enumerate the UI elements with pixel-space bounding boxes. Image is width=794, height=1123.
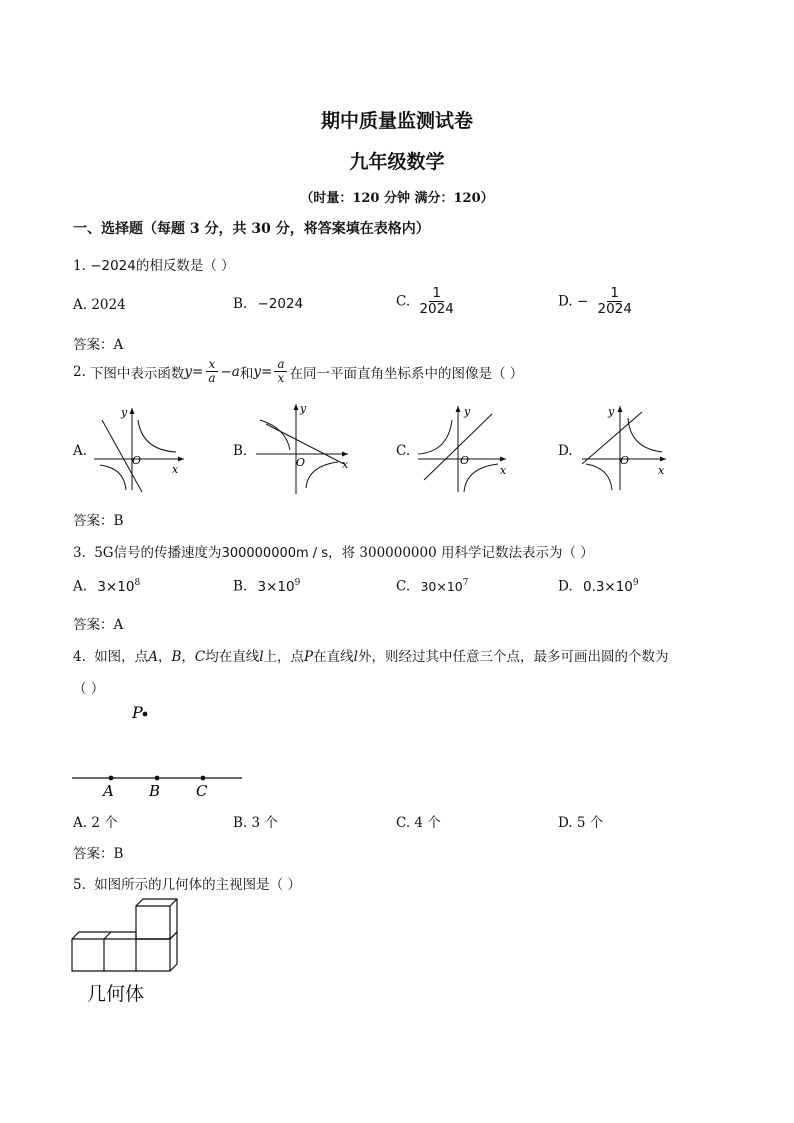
q2-option-d-label: D. bbox=[558, 443, 573, 459]
figure-caption: 几何体 bbox=[87, 983, 145, 1005]
y-axis-label: y bbox=[121, 406, 128, 419]
hyperbola-branch-2 bbox=[464, 464, 498, 492]
q2-graph-a bbox=[92, 402, 192, 494]
option-label: B. bbox=[233, 296, 248, 312]
question-text: 在直线 bbox=[313, 649, 354, 665]
option-label: B. bbox=[233, 578, 248, 595]
fraction-numerator: a bbox=[274, 358, 287, 372]
page-subtitle: 九年级数学 bbox=[349, 151, 445, 173]
q2-option-b-label: B. bbox=[233, 443, 248, 459]
hyperbola-branch-1 bbox=[628, 418, 662, 452]
fraction-denominator: x bbox=[277, 371, 285, 386]
point-b-dot bbox=[155, 776, 160, 781]
speed-value: 300000000m / s bbox=[221, 546, 329, 561]
option-value: −2024 bbox=[257, 296, 304, 312]
question-number: 3. bbox=[73, 545, 86, 561]
question-text: 5G信号的传播速度为 bbox=[94, 545, 222, 561]
question-number: 4. bbox=[73, 649, 86, 665]
fraction-numerator: x bbox=[206, 358, 219, 372]
question-number: 2. bbox=[73, 363, 86, 380]
origin-label: O bbox=[620, 454, 630, 467]
x-axis-label: x bbox=[172, 463, 179, 476]
y-axis-label: y bbox=[300, 402, 307, 415]
option-label: D. bbox=[558, 578, 573, 595]
q2-graph-d bbox=[578, 402, 672, 494]
question-text-continued: ，将 300000000 用科学记数法表示为（ ） bbox=[328, 545, 594, 561]
question-5 bbox=[73, 873, 301, 893]
option-value: 0.3×10 bbox=[582, 578, 633, 595]
option-value: 30×10 bbox=[420, 578, 463, 594]
point-a: A bbox=[148, 649, 158, 665]
q4-answer-paren: （ ） bbox=[73, 681, 105, 697]
point-p-dot bbox=[143, 712, 148, 717]
question-text: 上，点 bbox=[263, 649, 305, 665]
q1-option-b bbox=[233, 296, 303, 312]
hyperbola-branch-2 bbox=[586, 464, 612, 490]
point-p-label: P bbox=[132, 703, 143, 722]
q1-option-a: A. 2024 bbox=[73, 297, 126, 313]
x-axis-label: x bbox=[658, 464, 665, 477]
y-axis-arrow bbox=[294, 404, 299, 410]
cube-blocks bbox=[72, 899, 177, 971]
hyperbola-branch-2 bbox=[306, 462, 338, 488]
point-b-label: B bbox=[149, 782, 161, 800]
line-l: l bbox=[353, 649, 358, 665]
bottom-row bbox=[72, 932, 177, 971]
fraction-numerator: 1 bbox=[429, 286, 444, 302]
question-text: 外，则经过其中任意三个点，最多可画出圆的个数为 bbox=[357, 649, 669, 665]
q4-option-c: C. 4 个 bbox=[396, 815, 441, 831]
and-text: 和 bbox=[239, 365, 254, 382]
q4-option-b: B. 3 个 bbox=[233, 815, 278, 831]
option-label: D. bbox=[558, 293, 573, 310]
x-axis-arrow bbox=[342, 452, 348, 457]
fraction bbox=[595, 286, 635, 317]
x-axis-arrow bbox=[660, 457, 666, 462]
answer-4: 答案：B bbox=[73, 846, 124, 862]
origin-label: O bbox=[460, 454, 470, 467]
question-text: 如图所示的几何体的主视图是（ ） bbox=[94, 877, 301, 893]
hyperbola-branch-2 bbox=[100, 465, 126, 490]
fraction bbox=[416, 286, 456, 317]
page-title: 期中质量监测试卷 bbox=[320, 110, 473, 132]
point-c: C bbox=[194, 649, 206, 665]
line-l: l bbox=[259, 649, 264, 665]
x-axis-arrow bbox=[500, 457, 506, 462]
straight-line bbox=[582, 412, 642, 464]
question-text: 的相反数是（ ） bbox=[135, 258, 235, 274]
q3-option-c bbox=[396, 578, 468, 595]
y-axis-label: y bbox=[464, 405, 471, 418]
q4-option-d: D. 5 个 bbox=[558, 815, 604, 831]
y-axis-label: y bbox=[608, 405, 615, 418]
fraction-denominator: a bbox=[208, 371, 216, 386]
exam-info: （时量：120 分钟 满分：120） bbox=[300, 191, 494, 206]
question-text: 均在直线 bbox=[205, 649, 260, 665]
math-expression: −2024 bbox=[90, 258, 136, 274]
hyperbola-branch-1 bbox=[260, 420, 290, 450]
var-y: y bbox=[184, 363, 193, 380]
edge bbox=[104, 932, 111, 939]
point-c-dot bbox=[201, 776, 206, 781]
x-axis-label: x bbox=[500, 464, 507, 477]
point-b: B bbox=[171, 649, 182, 665]
option-value: 3×10 bbox=[97, 578, 135, 595]
q3-option-b bbox=[233, 578, 300, 595]
x-axis-label: x bbox=[342, 458, 349, 471]
answer-2: 答案：B bbox=[73, 513, 124, 529]
q2-option-a-label: A. bbox=[73, 443, 88, 459]
x-axis-arrow bbox=[178, 457, 184, 462]
section-heading: 一、选择题（每题 3 分，共 30 分，将答案填在表格内） bbox=[73, 221, 430, 237]
q4-option-a: A. 2 个 bbox=[73, 815, 118, 831]
answer-3: 答案：A bbox=[73, 617, 124, 633]
answer-1: 答案：A bbox=[73, 337, 124, 353]
origin-label: O bbox=[132, 454, 142, 467]
point-a-label: A bbox=[103, 782, 114, 800]
y-axis-arrow bbox=[618, 406, 623, 412]
minus-a: −a bbox=[220, 363, 240, 380]
fraction-denominator: 2024 bbox=[419, 300, 454, 317]
question-number: 5. bbox=[73, 877, 86, 893]
edge bbox=[170, 899, 177, 906]
equals: = bbox=[192, 363, 204, 380]
point-c-label: C bbox=[196, 782, 208, 800]
q2-graph-b bbox=[252, 398, 356, 498]
var-y: y bbox=[253, 363, 262, 380]
exponent: 9 bbox=[632, 578, 639, 588]
equals: = bbox=[261, 363, 273, 380]
q1-option-c bbox=[396, 286, 459, 317]
question-4: 4. 如图，点A，B，C均在直线l上，点P在直线l外，则经过其中任意三个点，最多可画出圆的个数为 bbox=[73, 649, 669, 665]
y-axis-arrow bbox=[456, 406, 461, 412]
q2-graph-c bbox=[414, 402, 514, 494]
fraction-denominator: 2024 bbox=[597, 300, 632, 317]
fraction-a-over-x bbox=[274, 358, 287, 385]
y-axis-arrow bbox=[130, 408, 135, 414]
point-p: P bbox=[304, 649, 314, 665]
option-label: C. bbox=[396, 578, 411, 595]
question-text: 在同一平面直角坐标系中的图像是（ ） bbox=[289, 365, 524, 382]
exponent: 8 bbox=[134, 578, 141, 588]
option-value: 3×10 bbox=[257, 578, 295, 595]
q2-option-c-label: C. bbox=[396, 443, 411, 459]
exponent: 7 bbox=[462, 578, 469, 588]
question-2 bbox=[73, 358, 523, 385]
fraction-x-over-a bbox=[205, 358, 218, 385]
exponent: 9 bbox=[294, 578, 301, 588]
hyperbola-branch-1 bbox=[418, 420, 452, 454]
question-3 bbox=[73, 541, 594, 561]
question-1 bbox=[73, 254, 235, 274]
point-a-dot bbox=[109, 776, 114, 781]
minus-sign: − bbox=[576, 293, 589, 310]
q5-solid-figure bbox=[70, 895, 186, 975]
option-label: C. bbox=[396, 293, 411, 310]
q4-figure bbox=[70, 700, 250, 802]
origin-label: O bbox=[296, 456, 306, 469]
question-text: 下图中表示函数 bbox=[89, 365, 185, 382]
q3-option-a bbox=[73, 578, 140, 595]
q1-option-d bbox=[558, 286, 637, 317]
question-text: 如图，点 bbox=[94, 649, 149, 665]
fraction-numerator: 1 bbox=[607, 286, 622, 302]
question-number: 1. bbox=[73, 258, 86, 274]
option-label: A. bbox=[73, 578, 88, 595]
hyperbola-branch-1 bbox=[138, 420, 176, 452]
q3-option-d bbox=[558, 578, 639, 595]
